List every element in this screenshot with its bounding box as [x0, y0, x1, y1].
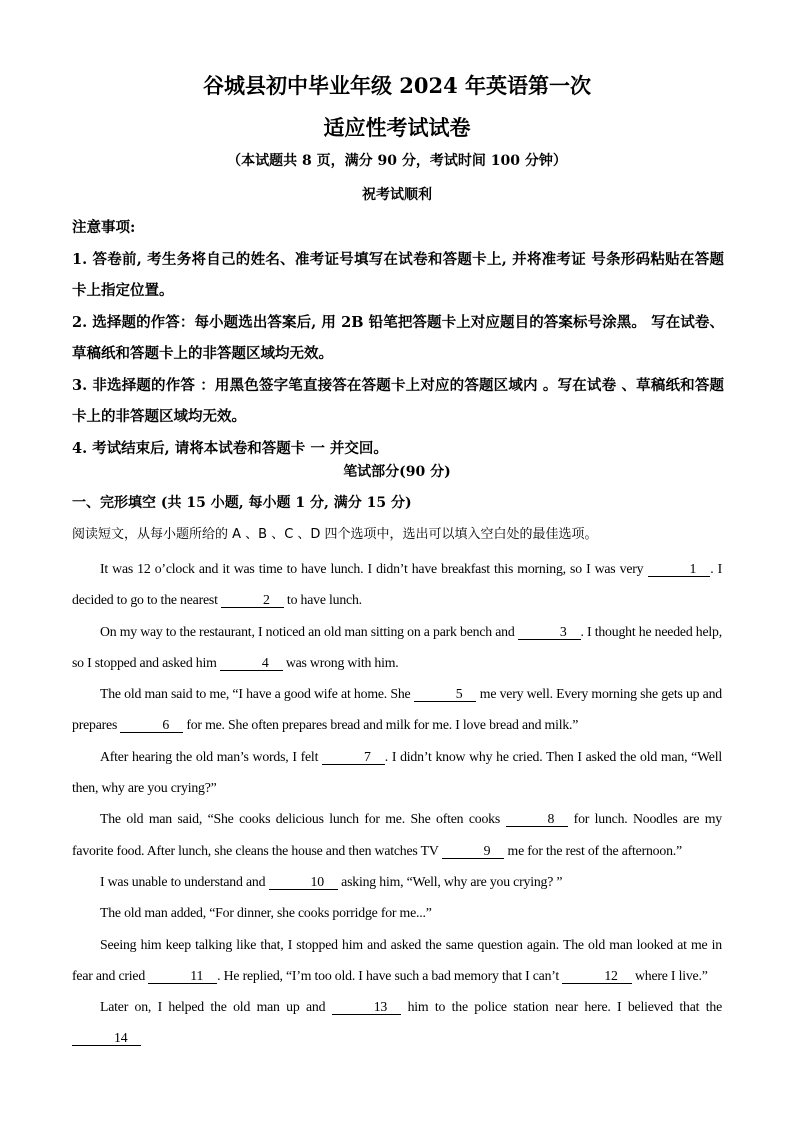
passage-text: for lunch. Noodles are my favorite food. After lunch, she cleans the house and then watches TV [72, 811, 722, 858]
passage-text: . I thought he needed help, so I stopped and asked him [72, 623, 722, 670]
passage-paragraph-1 [72, 553, 722, 616]
note-item-2: 2. 选择题的作答：每小题选出答案后, 用 2B 铅笔把答题卡上对应题目的答案标号涂黑。 写在试卷、草稿纸和答题卡上的非答题区域均无效。 [72, 313, 724, 362]
cloze-part-heading: 一、完形填空 (共 15 小题, 每小题 1 分, 满分 15 分) [72, 495, 412, 511]
passage-text: . He replied, “I’m too old. I have such a bad memory that I can’t [217, 967, 563, 983]
passage-paragraph-9 [72, 991, 722, 1054]
passage-text: It was 12 o’clock and it was time to have lunch. I didn’t have breakfast this morning, so I was very [100, 561, 648, 576]
passage-text: After hearing the old man’s words, I felt [100, 748, 323, 764]
note-item-4: 4. 考试结束后, 请将本试卷和答题卡 一 并交回。 [72, 439, 388, 457]
passage-paragraph-2 [72, 616, 722, 679]
passage-text: Later on, I helped the old man up and [100, 999, 332, 1015]
passage-text: On my way to the restaurant, I noticed an old man sitting on a park bench and [100, 623, 518, 639]
blank-3: 3 [518, 624, 581, 640]
passage-paragraph-6 [72, 866, 722, 897]
passage-text: asking him, “Well, why are you crying? ” [337, 873, 563, 889]
passage-text: me for the rest of the afternoon.” [504, 842, 682, 858]
passage-text: Seeing him keep talking like that, I stopped him and asked the same question again. The old man looked at me in fear and cried [72, 936, 722, 983]
blank-14: 14 [72, 1030, 141, 1046]
passage-text: him to the police station near here. I believed that the [401, 999, 722, 1015]
notes-heading: 注意事项: [72, 219, 136, 236]
passage-paragraph-3 [72, 678, 722, 741]
passage-text: where I live.” [631, 967, 708, 983]
passage-text: for me. She often prepares bread and milk for me. I love bread and milk.” [183, 717, 579, 733]
blank-2: 2 [221, 592, 284, 608]
blank-5: 5 [414, 686, 477, 702]
passage-text: was wrong with him. [282, 654, 399, 670]
passage-text: to have lunch. [283, 592, 362, 608]
note-item-3: 3. 非选择题的作答 ：用黑色签字笔直接答在答题卡上对应的答题区域内 。写在试卷 、草稿纸和答题卡上的非答题区域均无效。 [72, 376, 724, 425]
passage-text: me very well. Every morning she gets up and prepares [72, 686, 722, 733]
blank-10: 10 [269, 874, 338, 890]
blank-4: 4 [220, 655, 283, 671]
blank-6: 6 [120, 717, 183, 733]
passage-paragraph-4 [72, 741, 722, 804]
passage-text: The old man said, “She cooks delicious lunch for me. She often cooks [100, 811, 506, 827]
passage-text: The old man said to me, “I have a good wife at home. She [100, 686, 414, 702]
passage-text: . I decided to go to the nearest [72, 561, 722, 608]
written-section-heading: 笔试部分(90 分) [343, 464, 451, 480]
passage-text: I was unable to understand and [100, 873, 269, 889]
good-luck-wish: 祝考试顺利 [362, 187, 432, 203]
blank-7: 7 [322, 749, 385, 765]
exam-title-line2: 适应性考试试卷 [323, 115, 471, 140]
exam-title-line1: 谷城县初中毕业年级 2024 年英语第一次 [202, 73, 592, 98]
cloze-instruction: 阅读短文，从每小题所给的 A 、B 、C 、D 四个选项中，选出可以填入空白处的最佳选项。 [72, 527, 598, 542]
exam-notes [72, 212, 724, 464]
passage-text: . I didn’t know why he cried. Then I asked the old man, “Well then, why are you crying?” [72, 748, 722, 796]
blank-12: 12 [562, 968, 631, 984]
blank-1: 1 [648, 561, 711, 577]
blank-8: 8 [506, 811, 569, 827]
exam-info: （本试题共 8 页，满分 90 分，考试时间 100 分钟） [227, 153, 567, 169]
blank-9: 9 [442, 843, 505, 859]
cloze-passage [72, 553, 722, 1054]
blank-11: 11 [148, 968, 217, 984]
passage-text: The old man added, “For dinner, she cooks porridge for me...” [100, 905, 432, 921]
passage-paragraph-5 [72, 803, 722, 866]
passage-paragraph-7 [72, 897, 722, 928]
blank-13: 13 [332, 999, 401, 1015]
note-item-1: 1. 答卷前, 考生务将自己的姓名、准考证号填写在试卷和答题卡上, 并将准考证 号条形码粘贴在答题卡上指定位置。 [72, 250, 724, 299]
passage-paragraph-8 [72, 929, 722, 992]
